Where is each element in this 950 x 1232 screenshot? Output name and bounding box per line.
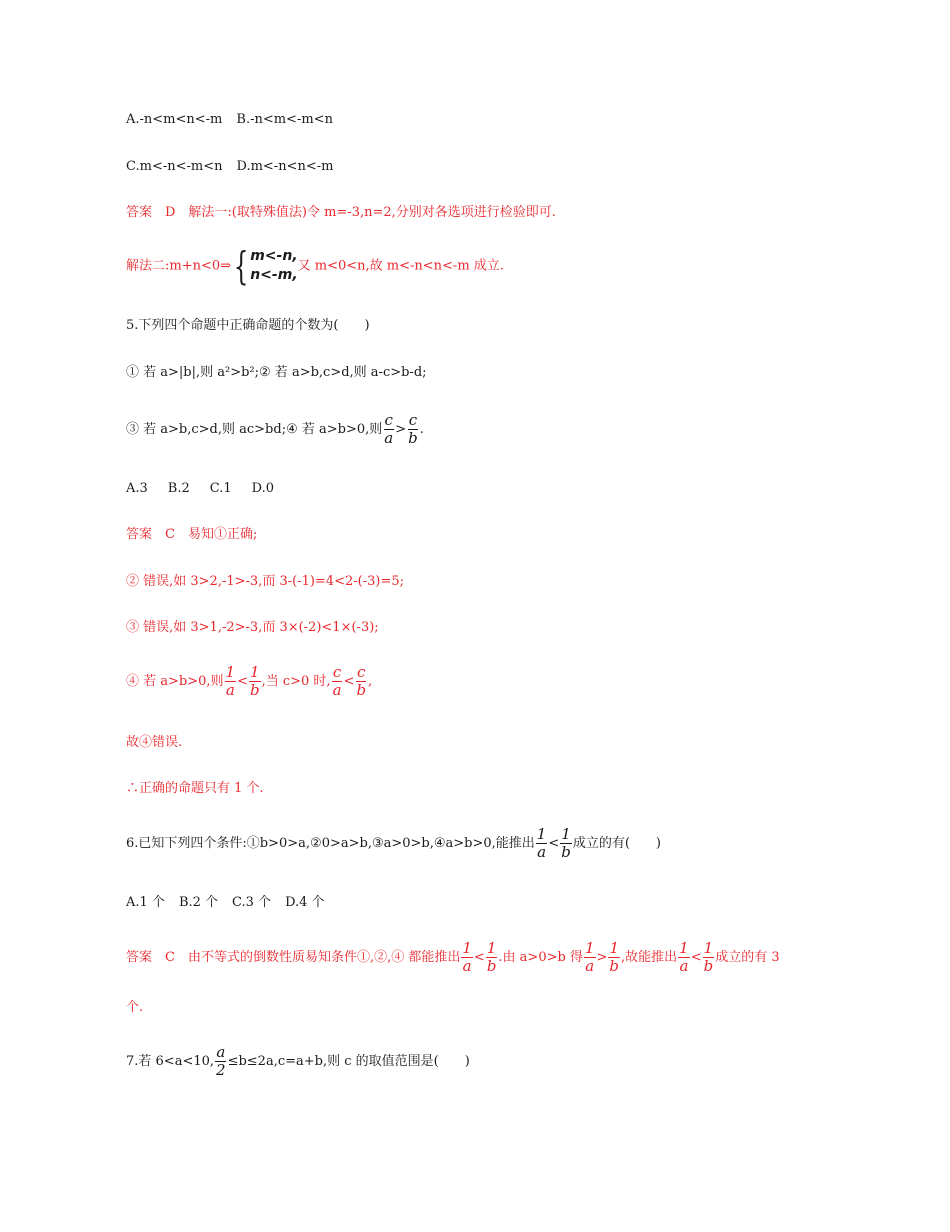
- lt-sign: <: [690, 950, 702, 965]
- fraction-1-over-a: [584, 940, 596, 975]
- q6-answer: [126, 939, 780, 977]
- q5-propositions-2-text: ③ 若 a>b,c>d,则 ac>bd;④ 若 a>b>0,则: [126, 422, 383, 437]
- denominator: b: [356, 681, 367, 699]
- denominator: a: [332, 681, 342, 699]
- q7-stem-suffix: ≤b≤2a,c=a+b,则 c 的取值范围是( ): [227, 1054, 470, 1069]
- q4-answer: 答案 D 解法一:(取特殊值法)令 m=-3,n=2,分别对各选项进行检验即可.: [126, 205, 556, 220]
- denominator: a: [225, 681, 235, 699]
- q4-option-c: C.m<-n<-m<n: [126, 159, 223, 174]
- q6-answer-mid2: ,故能推出: [621, 950, 678, 965]
- q6-answer-suffix: 成立的有 3: [715, 950, 780, 965]
- q4-options-row1: [126, 110, 333, 130]
- lt-sign: <: [343, 674, 355, 689]
- numerator: c: [357, 663, 366, 681]
- denominator: b: [408, 429, 418, 447]
- q5-option-c: C.1: [209, 481, 232, 496]
- q4-method2: [126, 244, 504, 288]
- numerator: c: [408, 411, 418, 429]
- q5-options: [126, 479, 274, 499]
- q4-method2-suffix: 又 m<0<n,故 m<-n<n<-m 成立.: [297, 258, 504, 274]
- gt-sign: >: [596, 950, 608, 965]
- denominator: a: [537, 843, 547, 861]
- q5-answer-1: 答案 C 易知①正确;: [126, 527, 258, 542]
- left-brace: {: [233, 244, 249, 288]
- fraction-1-over-b: [486, 940, 498, 975]
- q7-stem-text: 7.若 6<a<10,: [126, 1054, 215, 1069]
- q5-answer-2: ② 错误,如 3>2,-1>-3,而 3-(-1)=4<2-(-3)=5;: [126, 574, 404, 589]
- numerator: 1: [225, 663, 236, 681]
- fraction-c-over-a: [383, 412, 394, 447]
- q6-answer-wrap: 个.: [126, 1000, 144, 1015]
- q5-propositions-2: [126, 411, 424, 449]
- q6-option-b: B.2 个: [178, 895, 219, 910]
- q5-answer-3: ③ 错误,如 3>1,-2>-3,而 3×(-2)<1×(-3);: [126, 620, 379, 635]
- numerator: 1: [679, 939, 689, 957]
- fraction-a-over-2: [215, 1044, 227, 1079]
- numerator: c: [332, 663, 342, 681]
- denominator: b: [703, 957, 714, 975]
- numerator: 1: [486, 939, 497, 957]
- q5-option-a: A.3: [126, 481, 148, 496]
- fraction-1-over-a: [678, 940, 690, 975]
- q7-stem: [126, 1043, 470, 1081]
- q5-answer-4: [126, 663, 372, 701]
- q6-stem-text: 6.已知下列四个条件:①b>0>a,②0>a>b,③a>0>b,④a>b>0,能推出: [126, 836, 535, 851]
- q4-option-a: A.-n<m<n<-m: [126, 112, 223, 127]
- numerator: c: [384, 411, 393, 429]
- q6-option-d: D.4 个: [285, 895, 325, 910]
- numerator: 1: [584, 939, 595, 957]
- q4-option-b: B.-n<m<-m<n: [236, 112, 333, 127]
- q6-options: [126, 893, 325, 913]
- q4-options-row2: [126, 157, 333, 177]
- lt-sign: <: [548, 836, 560, 851]
- gt-sign: >: [395, 422, 407, 437]
- comma: ,: [368, 674, 373, 689]
- denominator: b: [249, 681, 260, 699]
- denominator: a: [462, 957, 472, 975]
- q6-stem: [126, 825, 661, 863]
- numerator: a: [216, 1043, 226, 1061]
- lt-sign: <: [237, 674, 248, 689]
- q5-answer-4-text: ④ 若 a>b>0,则: [126, 674, 224, 689]
- denominator: a: [384, 429, 394, 447]
- system-line-2: n<-m,: [250, 267, 298, 283]
- q5-option-d: D.0: [251, 481, 275, 496]
- lt-sign: <: [473, 950, 485, 965]
- fraction-1-over-b: [608, 940, 620, 975]
- system-line-1: m<-n,: [250, 248, 298, 264]
- denominator: b: [486, 957, 497, 975]
- q5-propositions-1: ① 若 a>|b|,则 a²>b²;② 若 a>b,c>d,则 a-c>b-d;: [126, 365, 427, 380]
- q4-option-d: D.m<-n<n<-m: [236, 159, 334, 174]
- fraction-1-over-b: [249, 664, 261, 699]
- denominator: b: [561, 843, 571, 861]
- q6-option-a: A.1 个: [126, 895, 165, 910]
- fraction-1-over-b: [560, 826, 572, 861]
- fraction-1-over-a: [225, 664, 237, 699]
- fraction-c-over-a: [332, 664, 343, 699]
- q5-option-b: B.2: [167, 481, 190, 496]
- q6-stem-suffix: 成立的有( ): [572, 836, 662, 851]
- period: .: [419, 422, 424, 437]
- q5-answer-6: ∴正确的命题只有 1 个.: [126, 781, 264, 796]
- fraction-1-over-a: [461, 940, 473, 975]
- denominator: a: [679, 957, 689, 975]
- numerator: 1: [561, 825, 571, 843]
- q6-answer-text: 答案 C 由不等式的倒数性质易知条件①,②,④ 都能推出: [126, 950, 461, 965]
- denominator: 2: [216, 1061, 226, 1079]
- numerator: 1: [609, 939, 619, 957]
- fraction-1-over-a: [536, 826, 548, 861]
- q4-method2-prefix: 解法二:m+n<0⇒: [126, 258, 232, 274]
- numerator: 1: [536, 825, 547, 843]
- fraction-1-over-b: [703, 940, 715, 975]
- numerator: 1: [250, 663, 260, 681]
- denominator: b: [609, 957, 620, 975]
- q5-answer-5: 故④错误.: [126, 735, 183, 750]
- numerator: 1: [462, 939, 472, 957]
- q5-stem: 5.下列四个命题中正确命题的个数为( ): [126, 318, 370, 333]
- q6-option-c: C.3 个: [232, 895, 272, 910]
- q5-answer-4-mid: ,当 c>0 时,: [261, 674, 331, 689]
- fraction-c-over-b: [407, 412, 419, 447]
- inequality-system: [250, 247, 297, 285]
- numerator: 1: [703, 939, 714, 957]
- q6-answer-mid1: .由 a>0>b 得: [498, 950, 583, 965]
- fraction-c-over-b: [355, 664, 367, 699]
- denominator: a: [585, 957, 595, 975]
